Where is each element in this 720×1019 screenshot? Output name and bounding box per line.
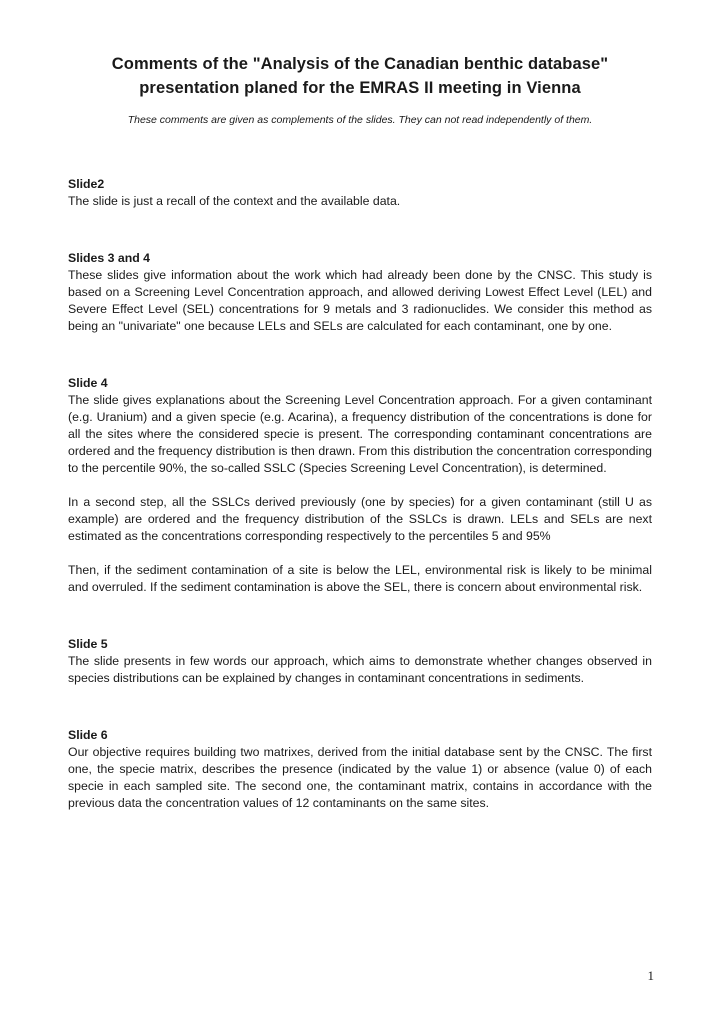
section-paragraph: The slide is just a recall of the context and the available data. (68, 194, 401, 208)
document-title: Comments of the "Analysis of the Canadian benthic database" presentation planed for the EMRAS II meeting in Vienna (111, 55, 609, 97)
section-paragraph: These slides give information about the work which had already been done by the CNSC. This study is based on a Screening Level Concentration approach, and allowed deriving Lowest Effect Level (LEL) and Severe Effect Level (SEL) concentrations for 9 metals and 3 radionuclides. We consider this method as being an "univariate" one because LELs and SELs are calculated for each contaminant, one by one. (68, 268, 652, 333)
page-number: 1 (647, 968, 654, 983)
section-slide-4 (68, 375, 652, 596)
section-heading: Slide 4 (68, 376, 108, 390)
section-heading: Slide2 (68, 177, 105, 191)
section-paragraph: In a second step, all the SSLCs derived previously (one by species) for a given contaminant (still U as example) are ordered and the frequency distribution of the SSLCs is drawn. LELs and SELs are next estimated as the concentrations corresponding respectively to the percentiles 5 and 95% (68, 495, 652, 543)
section-heading: Slide 6 (68, 728, 108, 742)
section-paragraph: The slide gives explanations about the Screening Level Concentration approach. For a given contaminant (e.g. Uranium) and a given specie (e.g. Acarina), a frequency distribution of the concentrations is done for all the sites where the considered specie is present. The corresponding contaminant concentrations are ordered and the frequency distribution is then drawn. From this distribution the concentration corresponding to the percentile 90%, the so-called SSLC (Species Screening Level Concentration), is determined. (68, 393, 652, 475)
section-heading: Slides 3 and 4 (68, 251, 151, 265)
section-paragraph: The slide presents in few words our approach, which aims to demonstrate whether changes observed in species distributions can be explained by changes in contaminant concentrations in sediments. (68, 654, 652, 685)
document-body (68, 176, 652, 852)
document-subtitle: These comments are given as complements of the slides. They can not read independently of them. (127, 114, 593, 126)
section-paragraph: Our objective requires building two matrixes, derived from the initial database sent by the CNSC. The first one, the specie matrix, describes the presence (indicated by the value 1) or absence (value 0) of each specie in each sampled site. The second one, the contaminant matrix, contains in accordance with the previous data the concentration values of 12 contaminants on the same sites. (68, 745, 652, 810)
section-paragraph: Then, if the sediment contamination of a site is below the LEL, environmental risk is likely to be minimal and overruled. If the sediment contamination is above the SEL, there is concern about environmental risk. (68, 563, 652, 594)
section-slides-3-and-4 (68, 250, 652, 335)
section-heading: Slide 5 (68, 637, 108, 651)
section-slide-2 (68, 176, 652, 210)
section-slide-6 (68, 727, 652, 812)
section-slide-5 (68, 636, 652, 687)
